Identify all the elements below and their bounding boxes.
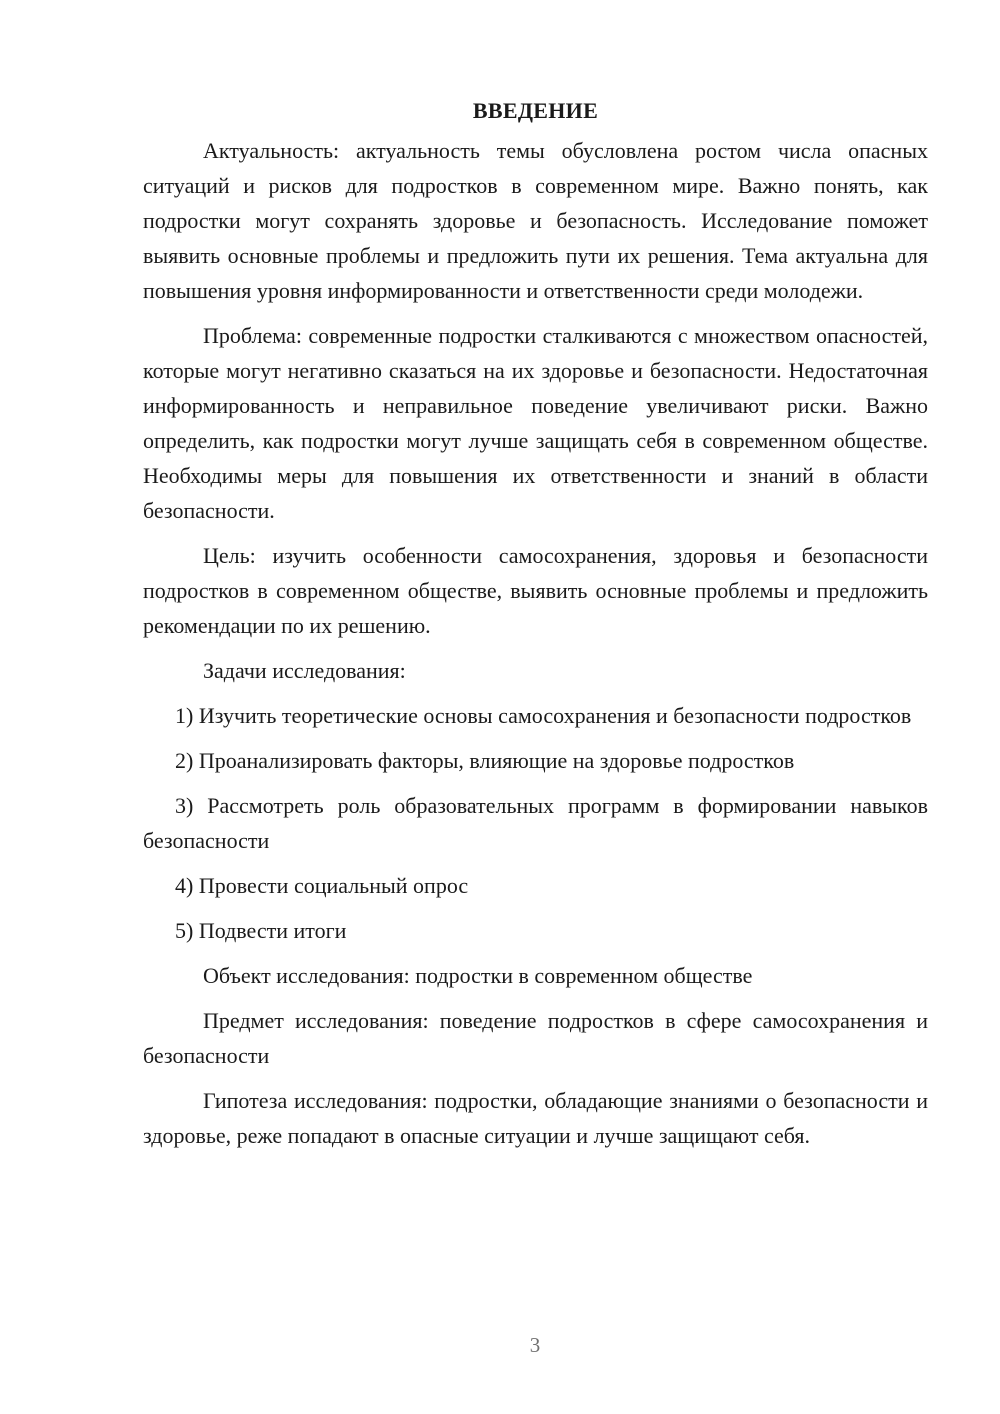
hypothesis-paragraph: Гипотеза исследования: подростки, обладающие знаниями о безопасности и здоровье, реже попадают в опасные ситуации и лучше защищают себя. [143, 1088, 928, 1148]
document-body [143, 93, 928, 1163]
task-item-3: 3) Рассмотреть роль образовательных программ в формировании навыков безопасности [143, 793, 928, 853]
relevance-paragraph: Актуальность: актуальность темы обусловлена ростом числа опасных ситуаций и рисков для подростков в современном мире. Важно понять, как подростки могут сохранять здоровье и безопасность. Исследование поможет выявить основные проблемы и предложить пути их решения. Тема актуальна для повышения уровня информированности и ответственности среди молодежи. [143, 138, 928, 303]
tasks-heading: Задачи исследования: [203, 658, 406, 683]
object-paragraph: Объект исследования: подростки в современном обществе [203, 963, 753, 988]
task-item-4: 4) Провести социальный опрос [175, 873, 469, 898]
page-number: 3 [529, 1333, 541, 1357]
task-item-1: 1) Изучить теоретические основы самосохранения и безопасности подростков [175, 703, 912, 728]
problem-paragraph: Проблема: современные подростки сталкиваются с множеством опасностей, которые могут негативно сказаться на их здоровье и безопасности. Недостаточная информированность и неправильное поведение увеличивают риски. Важно определить, как подростки могут лучше защищать себя в современном обществе. Необходимы меры для повышения их ответственности и знаний в области безопасности. [143, 323, 928, 523]
subject-paragraph: Предмет исследования: поведение подростков в сфере самосохранения и безопасности [143, 1008, 928, 1068]
goal-paragraph: Цель: изучить особенности самосохранения, здоровья и безопасности подростков в современном обществе, выявить основные проблемы и предложить рекомендации по их решению. [143, 543, 928, 638]
page-title: ВВЕДЕНИЕ [472, 98, 599, 123]
task-item-5: 5) Подвести итоги [175, 918, 347, 943]
task-item-2: 2) Проанализировать факторы, влияющие на здоровье подростков [175, 748, 795, 773]
